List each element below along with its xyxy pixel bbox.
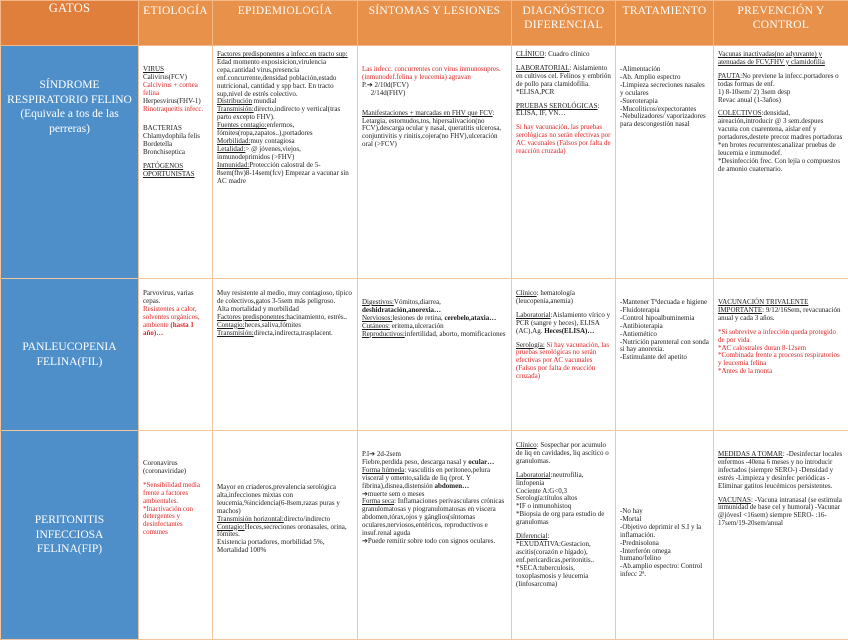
- header-tratamiento: TRATAMIENTO: [616, 1, 714, 46]
- header-prevencion: PREVENCIÓN Y CONTROL: [714, 1, 848, 46]
- cell-diagnostico: CLÍNICO: Cuadro clínico LABORATORIAL: Aislamiento en cultivos cel. Felinos y embrión de pollo para clamidofilia. *ELISA,PCR PRUEBAS SEROLÓGICAS: ELISA, IF, VN… Si hay vacunación, las pruebas serológicas no serán efectivas por AC vacunales (Falsos por falta de reacción cruzada): [512, 46, 616, 279]
- arrow-right-icon: ➔: [367, 81, 373, 89]
- cell-epidemiologia: Factores predisponentes a infecc.en tracto sup: Edad momento exposisicion,virulencia cepa,cantidad virus,presencia enf.concurrente,densidad población,estado nutricional, cantidad y spp bact. En tracto sup,nivel de estrés colectivo. Distribución mundial Transmisión:directo,indirecto y vertical(tras parto excepto FHV). Fuentes contagio:enfermos, fómites(ropa,zapatos..),portadores Morbilidad:muy contagiosa Letalidad:> @ jóvenes,viejos, inmunodeprimidos (>FHV) Inmunidad:Protección calostral de 5-8sem(fhv)8-14sem(fcv) Empezar a vacunar sin AC madre: [213, 46, 358, 279]
- row-title-fil: PANLEUCOPENIA FELINA(FIL): [1, 279, 139, 431]
- cell-prevencion: MEDIDAS A TOMAR: -Desinfectar locales enfermos -40ena 6 meses y no introducir infectados (siempre SERO-) -Densidad y estrés -Limpieza y desinfec periódicas -Eliminar gatitos leucémicos persistentes. VACUNAS: -Vacuna intranasal (se estimula inmunidad de base cel y humoral) -Vacunar @jóvesI <16sem) siempre SERO- :16-17sem/19-20sem/anual: [714, 431, 848, 640]
- treatment-list: -Mantener Tªdecuada e higiene -Fluidoterapia -Control hipoalbuminemia -Antibioterapia -Antiemético -Nutrición parenteral con sonda si hay anorexia. -Estimulante del apetito: [620, 299, 709, 362]
- arrow-right-icon: ➔: [369, 450, 375, 458]
- header-row: [1, 1, 848, 46]
- cell-etiologia: Parvovirus, varias cepas. Resistentes a calor, solventes orgánicos, ambiente (hasta 1 año)…: [139, 279, 213, 431]
- cell-epidemiologia: Muy resistente al medio, muy contagioso, típico de colectivos,gatos 3-5sem más peligroso. Alta mortalidad y morbilidad Factores predisponentes:hacinamiento, estrés.. Contagio:heces,saliva,fómites Transmisión:directa,indirecta,trasplacent.: [213, 279, 358, 431]
- cell-prevencion: VACUNACIÓN TRIVALENTE IMPORTANTE: 9/12/16Sem, revacunación anual y cada 3 años. *Si sobrevive a infección queda protegido de por vida *AC calostrales duran 8-12sem *Combinada frente a procesos respiratorios y leucemia felina *Antes de la monta: [714, 279, 848, 431]
- treatment-list: -No hay -Mortal -Objetivo deprimir el S.I y la inflamación. -Prednisolona -Interferón omega humano/felino -Ab.amplio espectro: Control infecc 2ª.: [620, 508, 709, 579]
- cell-etiologia: Coronavirus (coronaviridae) *Sensibilidad media frente a factores ambientales. *Inactivación con detergentes y desinfectantes comunes: [139, 431, 213, 640]
- cell-tratamiento: [616, 46, 714, 279]
- treatment-list: -Alimentación -Ab. Amplio espectro -Limpieza secreciones nasales y oculares -Sueroterapia -Mucoliticos/expectorantes -Nebulizadores/ vaporizadores para descongestión nasal: [620, 66, 709, 129]
- header-etiologia: ETIOLOGÍA: [139, 1, 213, 46]
- arrow-right-icon: ➔: [362, 490, 368, 498]
- row-name: SÍNDROME RESPIRATORIO FELINO: [7, 79, 132, 106]
- cell-sintomas: Digestivos:Vómitos,diarrea, deshidratación,anorexia… Nerviosos:lesiones de retina, cerebelo,ataxia… Cutáneos: eritema,ulceración Reproductivos:infertilidad, aborto, momificaciones: [358, 279, 512, 431]
- cell-prevencion: Vacunas inactivadas(no adyuvante) y atenuadas de FCV,FHV y clamidofilia PAUTA:No previene la infecc.portadores o todas formas de enf. 1) 8-10sem/ 2) 3sem desp Revac anual (1-3años) COLECTIVOS:densidad, aireación,introducir @ 3 sem.despues vacuna con cuarentena, aislar enf y portadores,destete precoz madres portadoras *en brotes recurrentes:analizar pruebas de leucemia e inmunodef. *Desinfección frec. Con lejía o compuestos de amonio cuaternario.: [714, 46, 848, 279]
- arrow-right-icon: ➔: [362, 537, 368, 545]
- row-subtitle: (Equivale a tos de las perreras): [20, 108, 118, 135]
- table-row: [1, 46, 848, 279]
- cell-tratamiento: [616, 431, 714, 640]
- cell-tratamiento: [616, 279, 714, 431]
- cell-sintomas: Las infecc. concurrentes con virus inmunosupres. (inmunodef.felina y leucemia) agravan P.➔ 2/10d(FCV) 2/14d(FHV) Manifestaciones + marcadas en FHV que FCV: Letargia, estornudos,tos, hipersalivacion(no FCV),descarga ocular y nasal, queratitis ulcerosa, conjuntivitis y rinitis,cojera(no FHV),ulceración oral (>FCV): [358, 46, 512, 279]
- header-sintomas: SÍNTOMAS Y LESIONES: [358, 1, 512, 46]
- cell-etiologia: VIRUS Calivirus(FCV) Calcivirus + cornea felina Herpesvirus(FHV-1) Rinotraqueitis infecc. BACTERIAS Chlamydophila felis Bordetella Bronchiseptica PATÓGENOS OPORTUNISTAS: [139, 46, 213, 279]
- cell-diagnostico: Clínico: Sospechar por acumulo de liq en cavidades, liq ascítico o granulomas. Laboratorial:neutrofilia, linfopenia Cociente A:G<0,3 Serología:títulos altos *IF o inmunohistoq *Biopsia de org para estudio de granulomas Diferencial: *EXUDATIVA:Gestacion, ascitis(corazón e hígado), enf.pericardicas,peritonitis.. *SECA:tuberculosis, toxoplasmosis y leucemia (linfosarcoma): [512, 431, 616, 640]
- cell-diagnostico: Clínico: hematología (leucopenia,anemia) Laboratorial:Aislamiento vírico y PCR (sangre y heces), ELISA (AC),Ag. Heces(ELISA)… Serología: Si hay vacunación, las pruebas serológicas no serán efectivas por AC vacunales (Falsos por falta de reacción cruzada): [512, 279, 616, 431]
- table-row: [1, 431, 848, 640]
- header-epidemiologia: EPIDEMIOLOGÍA: [213, 1, 358, 46]
- cell-epidemiologia: Mayor en criaderos,prevalencia serológica alta,infecciones mixtas con leucemia,%incidencia(6-8sem,razas puras y machos) Transmisión horizontal:directo/indirecto Contagio:Heces,secreciones oronasales, orina, fómites. Existencia portadores, morbilidad 5%, Mortalidad 100%: [213, 431, 358, 640]
- table-row: [1, 279, 848, 431]
- row-title-srf: [1, 46, 139, 279]
- header-diagnostico: DIAGNÓSTICO DIFERENCIAL: [512, 1, 616, 46]
- row-title-fip: PERITONITIS INFECCIOSA FELINA(FIP): [1, 431, 139, 640]
- cell-sintomas: P.I➔ 2d-2sem Fiebre,perdida peso, descarga nasal y ocular… Forma húmeda: vasculitis en peritoneo,pelura visceral y omento,salida de liq (prot. Y fibrina),disnea,distensión abdomen… ➔muerte sem o meses Forma seca: Inflamaciones perivasculares crónicas granulomatosas y piogranulomatosas en viscera abdomen,tórax,ojos y gánglios(síntomas oculares,nerviosos,entéricos, reproductivos e insuf.renal aguda ➔Puede remitir sobre todo con signos oculares.: [358, 431, 512, 640]
- header-gatos: GATOS: [1, 1, 139, 46]
